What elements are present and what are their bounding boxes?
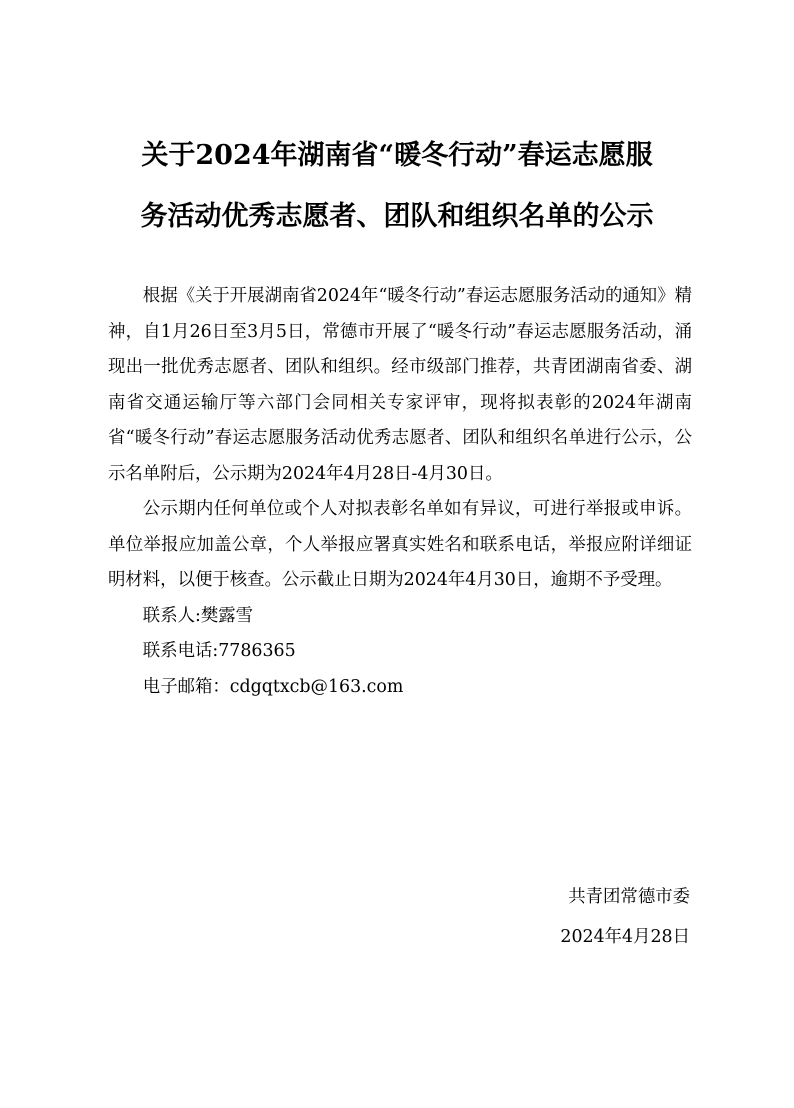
contact-phone: 联系电话:7786365 (142, 641, 296, 661)
contact-email: 电子邮箱：cdgqtxcb@163.com (142, 676, 404, 697)
contact-person: 联系人:樊露雪 (142, 605, 254, 626)
document-title-line-1: 关于2024年湖南省“暖冬行动”春运志愿服 (141, 140, 653, 171)
document-title-line-2: 务活动优秀志愿者、团队和组织名单的公示 (140, 201, 654, 232)
announcement-paragraph: 根据《关于开展湖南省2024年“暖冬行动”春运志愿服务活动的通知》精神，自1月26日至3月5日，常德市开展了“暖冬行动”春运志愿服务活动，涌现出一批优秀志愿者、团队和组织。经市级部门推荐，共青团湖南省委、湖南省交通运输厅等六部门会同相关专家评审，现将拟表彰的2024年湖南省“暖冬行动”春运志愿服务活动优秀志愿者、团队和组织名单进行公示，公示名单附后，公示期为2024年4月28日-4月30日。 (108, 286, 692, 484)
objection-paragraph: 公示期内任何单位或个人对拟表彰名单如有异议，可进行举报或申诉。单位举报应加盖公章，个人举报应署真实姓名和联系电话，举报应附详细证明材料，以便于核查。公示截止日期为2024年4月30日，逾期不予受理。 (108, 499, 692, 590)
document-body (108, 279, 692, 705)
signature-date: 2024年4月28日 (560, 927, 690, 947)
signature-organization: 共青团常德市委 (568, 887, 690, 907)
